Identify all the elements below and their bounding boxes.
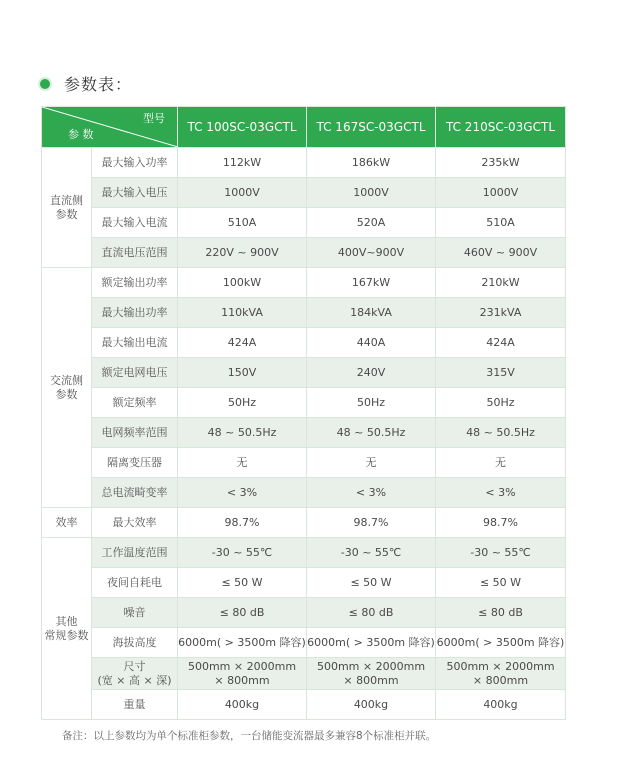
parameter-value: 50Hz bbox=[307, 388, 436, 418]
parameter-value: 6000m( > 3500m 降容) bbox=[178, 628, 307, 658]
green-bullet-icon bbox=[40, 79, 50, 89]
parameter-table bbox=[41, 106, 566, 720]
group-label: 直流侧 参数 bbox=[42, 148, 92, 268]
parameter-value: 48 ~ 50.5Hz bbox=[436, 418, 566, 448]
parameter-value: 50Hz bbox=[436, 388, 566, 418]
parameter-value: ≤ 80 dB bbox=[436, 598, 566, 628]
parameter-value: 98.7% bbox=[178, 508, 307, 538]
parameter-name: 直流电压范围 bbox=[92, 238, 178, 268]
model-header: TC 100SC-03GCTL bbox=[178, 107, 307, 148]
parameter-value: 无 bbox=[307, 448, 436, 478]
table-corner-cell bbox=[42, 107, 178, 148]
parameter-value: -30 ~ 55℃ bbox=[436, 538, 566, 568]
parameter-name: 噪音 bbox=[92, 598, 178, 628]
table-row bbox=[42, 628, 566, 658]
corner-model-label: 型号 bbox=[143, 112, 165, 125]
table-row bbox=[42, 478, 566, 508]
parameter-value: 167kW bbox=[307, 268, 436, 298]
parameter-value: 510A bbox=[178, 208, 307, 238]
parameter-value: 231kVA bbox=[436, 298, 566, 328]
parameter-value: ≤ 80 dB bbox=[307, 598, 436, 628]
parameter-value: 无 bbox=[436, 448, 566, 478]
model-header: TC 167SC-03GCTL bbox=[307, 107, 436, 148]
parameter-value: 1000V bbox=[436, 178, 566, 208]
parameter-name: 最大输入电流 bbox=[92, 208, 178, 238]
footnote: 备注：以上参数均为单个标准柜参数，一台储能变流器最多兼容8个标准柜并联。 bbox=[62, 730, 437, 742]
parameter-value: 400kg bbox=[436, 690, 566, 720]
parameter-value: 400V~900V bbox=[307, 238, 436, 268]
parameter-value: ≤ 50 W bbox=[436, 568, 566, 598]
parameter-value: < 3% bbox=[436, 478, 566, 508]
table-row bbox=[42, 238, 566, 268]
parameter-name: 额定输出功率 bbox=[92, 268, 178, 298]
table-row bbox=[42, 448, 566, 478]
parameter-value: ≤ 50 W bbox=[178, 568, 307, 598]
parameter-value: 100kW bbox=[178, 268, 307, 298]
section-title: 参数表： bbox=[64, 75, 133, 94]
parameter-value: 210kW bbox=[436, 268, 566, 298]
table-row bbox=[42, 208, 566, 238]
parameter-value: 无 bbox=[178, 448, 307, 478]
parameter-value: 1000V bbox=[307, 178, 436, 208]
parameter-value: 500mm × 2000mm × 800mm bbox=[436, 658, 566, 690]
parameter-value: 400kg bbox=[178, 690, 307, 720]
parameter-value: 184kVA bbox=[307, 298, 436, 328]
group-label: 交流侧 参数 bbox=[42, 268, 92, 508]
parameter-value: 315V bbox=[436, 358, 566, 388]
table-row bbox=[42, 358, 566, 388]
parameter-value: 500mm × 2000mm × 800mm bbox=[178, 658, 307, 690]
group-label: 其他 常规参数 bbox=[42, 538, 92, 720]
parameter-name: 海拔高度 bbox=[92, 628, 178, 658]
parameter-value: 6000m( > 3500m 降容) bbox=[307, 628, 436, 658]
parameter-value: 240V bbox=[307, 358, 436, 388]
table-row bbox=[42, 298, 566, 328]
model-header: TC 210SC-03GCTL bbox=[436, 107, 566, 148]
parameter-name: 隔离变压器 bbox=[92, 448, 178, 478]
parameter-value: ≤ 50 W bbox=[307, 568, 436, 598]
parameter-value: < 3% bbox=[307, 478, 436, 508]
parameter-name: 最大输出电流 bbox=[92, 328, 178, 358]
table-row bbox=[42, 568, 566, 598]
parameter-name: 最大效率 bbox=[92, 508, 178, 538]
parameter-value: 186kW bbox=[307, 148, 436, 178]
table-row bbox=[42, 598, 566, 628]
table-row bbox=[42, 418, 566, 448]
table-row bbox=[42, 388, 566, 418]
parameter-value: 424A bbox=[436, 328, 566, 358]
parameter-value: 150V bbox=[178, 358, 307, 388]
parameter-value: 6000m( > 3500m 降容) bbox=[436, 628, 566, 658]
parameter-value: 460V ~ 900V bbox=[436, 238, 566, 268]
table-row bbox=[42, 148, 566, 178]
corner-param-label: 参 数 bbox=[68, 128, 94, 141]
table-row bbox=[42, 178, 566, 208]
table-header-row bbox=[42, 107, 566, 148]
parameter-value: ≤ 80 dB bbox=[178, 598, 307, 628]
parameter-value: 98.7% bbox=[436, 508, 566, 538]
parameter-value: 510A bbox=[436, 208, 566, 238]
parameter-name: 最大输入电压 bbox=[92, 178, 178, 208]
parameter-value: 110kVA bbox=[178, 298, 307, 328]
parameter-value: 440A bbox=[307, 328, 436, 358]
parameter-value: 500mm × 2000mm × 800mm bbox=[307, 658, 436, 690]
parameter-value: 220V ~ 900V bbox=[178, 238, 307, 268]
parameter-name: 额定电网电压 bbox=[92, 358, 178, 388]
parameter-value: 98.7% bbox=[307, 508, 436, 538]
parameter-value: 1000V bbox=[178, 178, 307, 208]
parameter-value: 50Hz bbox=[178, 388, 307, 418]
parameter-name: 额定频率 bbox=[92, 388, 178, 418]
parameter-value: 48 ~ 50.5Hz bbox=[307, 418, 436, 448]
parameter-name: 工作温度范围 bbox=[92, 538, 178, 568]
table-row bbox=[42, 658, 566, 690]
parameter-name: 夜间自耗电 bbox=[92, 568, 178, 598]
parameter-value: 400kg bbox=[307, 690, 436, 720]
table-row bbox=[42, 268, 566, 298]
parameter-value: 520A bbox=[307, 208, 436, 238]
parameter-name: 总电流畸变率 bbox=[92, 478, 178, 508]
parameter-name: 最大输出功率 bbox=[92, 298, 178, 328]
parameter-value: < 3% bbox=[178, 478, 307, 508]
table-row bbox=[42, 328, 566, 358]
parameter-value: -30 ~ 55℃ bbox=[178, 538, 307, 568]
parameter-name: 最大输入功率 bbox=[92, 148, 178, 178]
parameter-name: 重量 bbox=[92, 690, 178, 720]
parameter-name: 电网频率范围 bbox=[92, 418, 178, 448]
parameter-value: 235kW bbox=[436, 148, 566, 178]
parameter-value: 48 ~ 50.5Hz bbox=[178, 418, 307, 448]
parameter-value: 424A bbox=[178, 328, 307, 358]
table-row bbox=[42, 538, 566, 568]
table-row bbox=[42, 508, 566, 538]
parameter-value: -30 ~ 55℃ bbox=[307, 538, 436, 568]
parameter-value: 112kW bbox=[178, 148, 307, 178]
section-heading bbox=[40, 72, 132, 95]
group-label: 效率 bbox=[42, 508, 92, 538]
table-row bbox=[42, 690, 566, 720]
parameter-name: 尺寸 (宽 × 高 × 深) bbox=[92, 658, 178, 690]
